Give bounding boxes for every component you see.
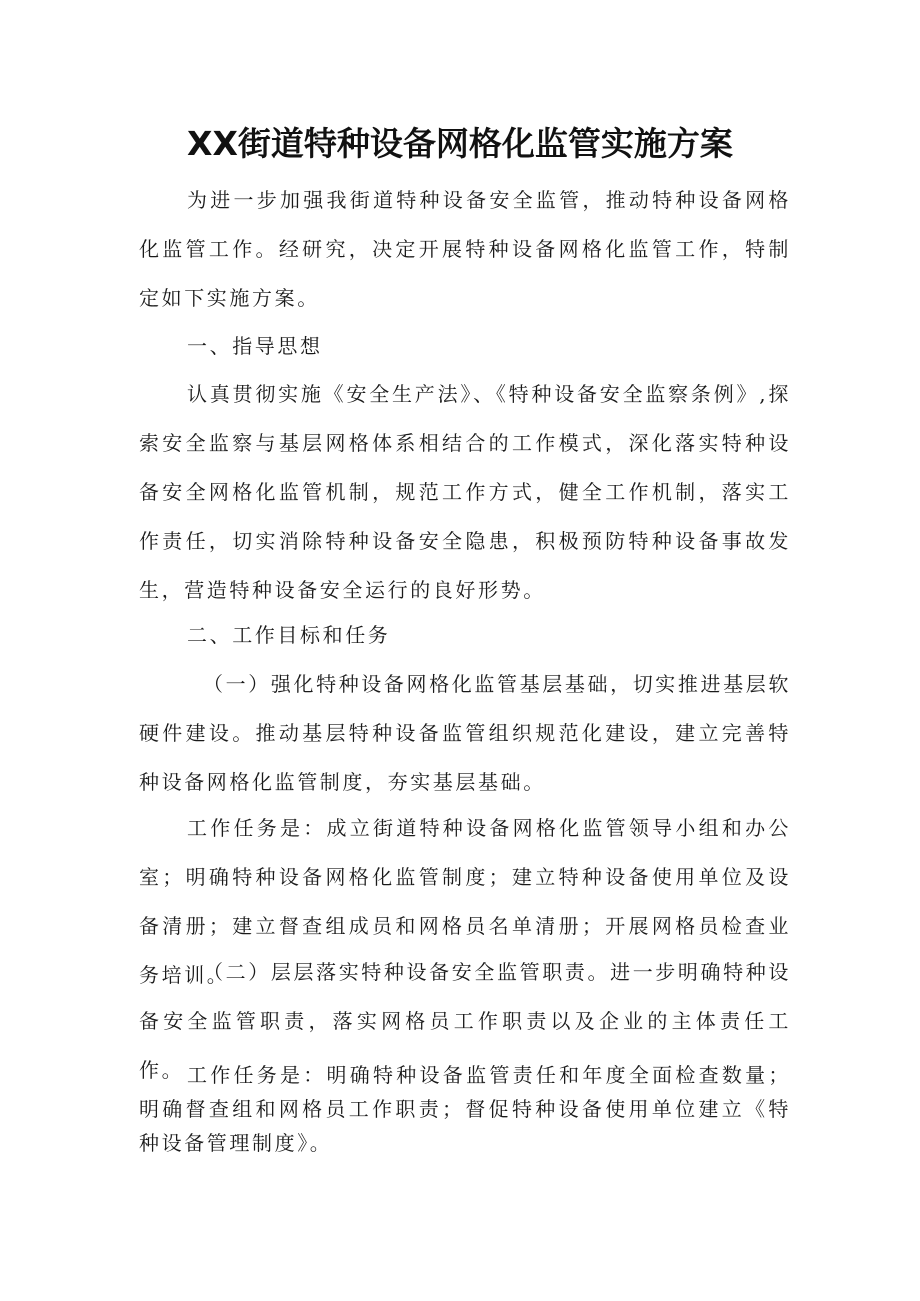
guiding-ideology-paragraph: 认真贯彻实施《安全生产法》、《特种设备安全监察条例》,探索安全监察与基层网格体系相结合的工作模式，深化落实特种设备安全网格化监管机制，规范工作方式，健全工作机制，落实工作责任，切实消除特种设备安全隐患，积极预防特种设备事故发生，营造特种设备安全运行的良好形势。 — [139, 382, 791, 602]
goal-item-2-tasks-paragraph: 工作任务是：明确特种设备监管责任和年度全面检查数量；明确督查组和网格员工作职责；督促特种设备使用单位建立《特种设备管理制度》。 — [139, 1063, 791, 1155]
goal-item-1-paragraph: （一）强化特种设备网格化监管基层基础，切实推进基层软硬件建设。推动基层特种设备监管组织规范化建设，建立完善特种设备网格化监管制度，夯实基层基础。 — [139, 672, 791, 794]
goal-item-2-paragraph: （二）层层落实特种设备安全监管职责。进一步明确特种设备安全监管职责，落实网格员工作职责以及企业的主体责任工作。 — [139, 960, 791, 1082]
document-title: XX街道特种设备网格化监管实施方案 — [187, 124, 733, 163]
goal-item-1-tasks-paragraph: 工作任务是：成立街道特种设备网格化监管领导小组和办公室；明确特种设备网格化监管制度；建立特种设备使用单位及设备清册；建立督查组成员和网格员名单清册；开展网格员检查业务培训。 — [139, 816, 791, 987]
intro-paragraph: 为进一步加强我街道特种设备安全监管，推动特种设备网格化监管工作。经研究，决定开展特种设备网格化监管工作，特制定如下实施方案。 — [139, 188, 791, 310]
section-heading-goals-tasks: 二、工作目标和任务 — [187, 623, 391, 647]
section-heading-guiding-ideology: 一、指导思想 — [187, 334, 323, 358]
